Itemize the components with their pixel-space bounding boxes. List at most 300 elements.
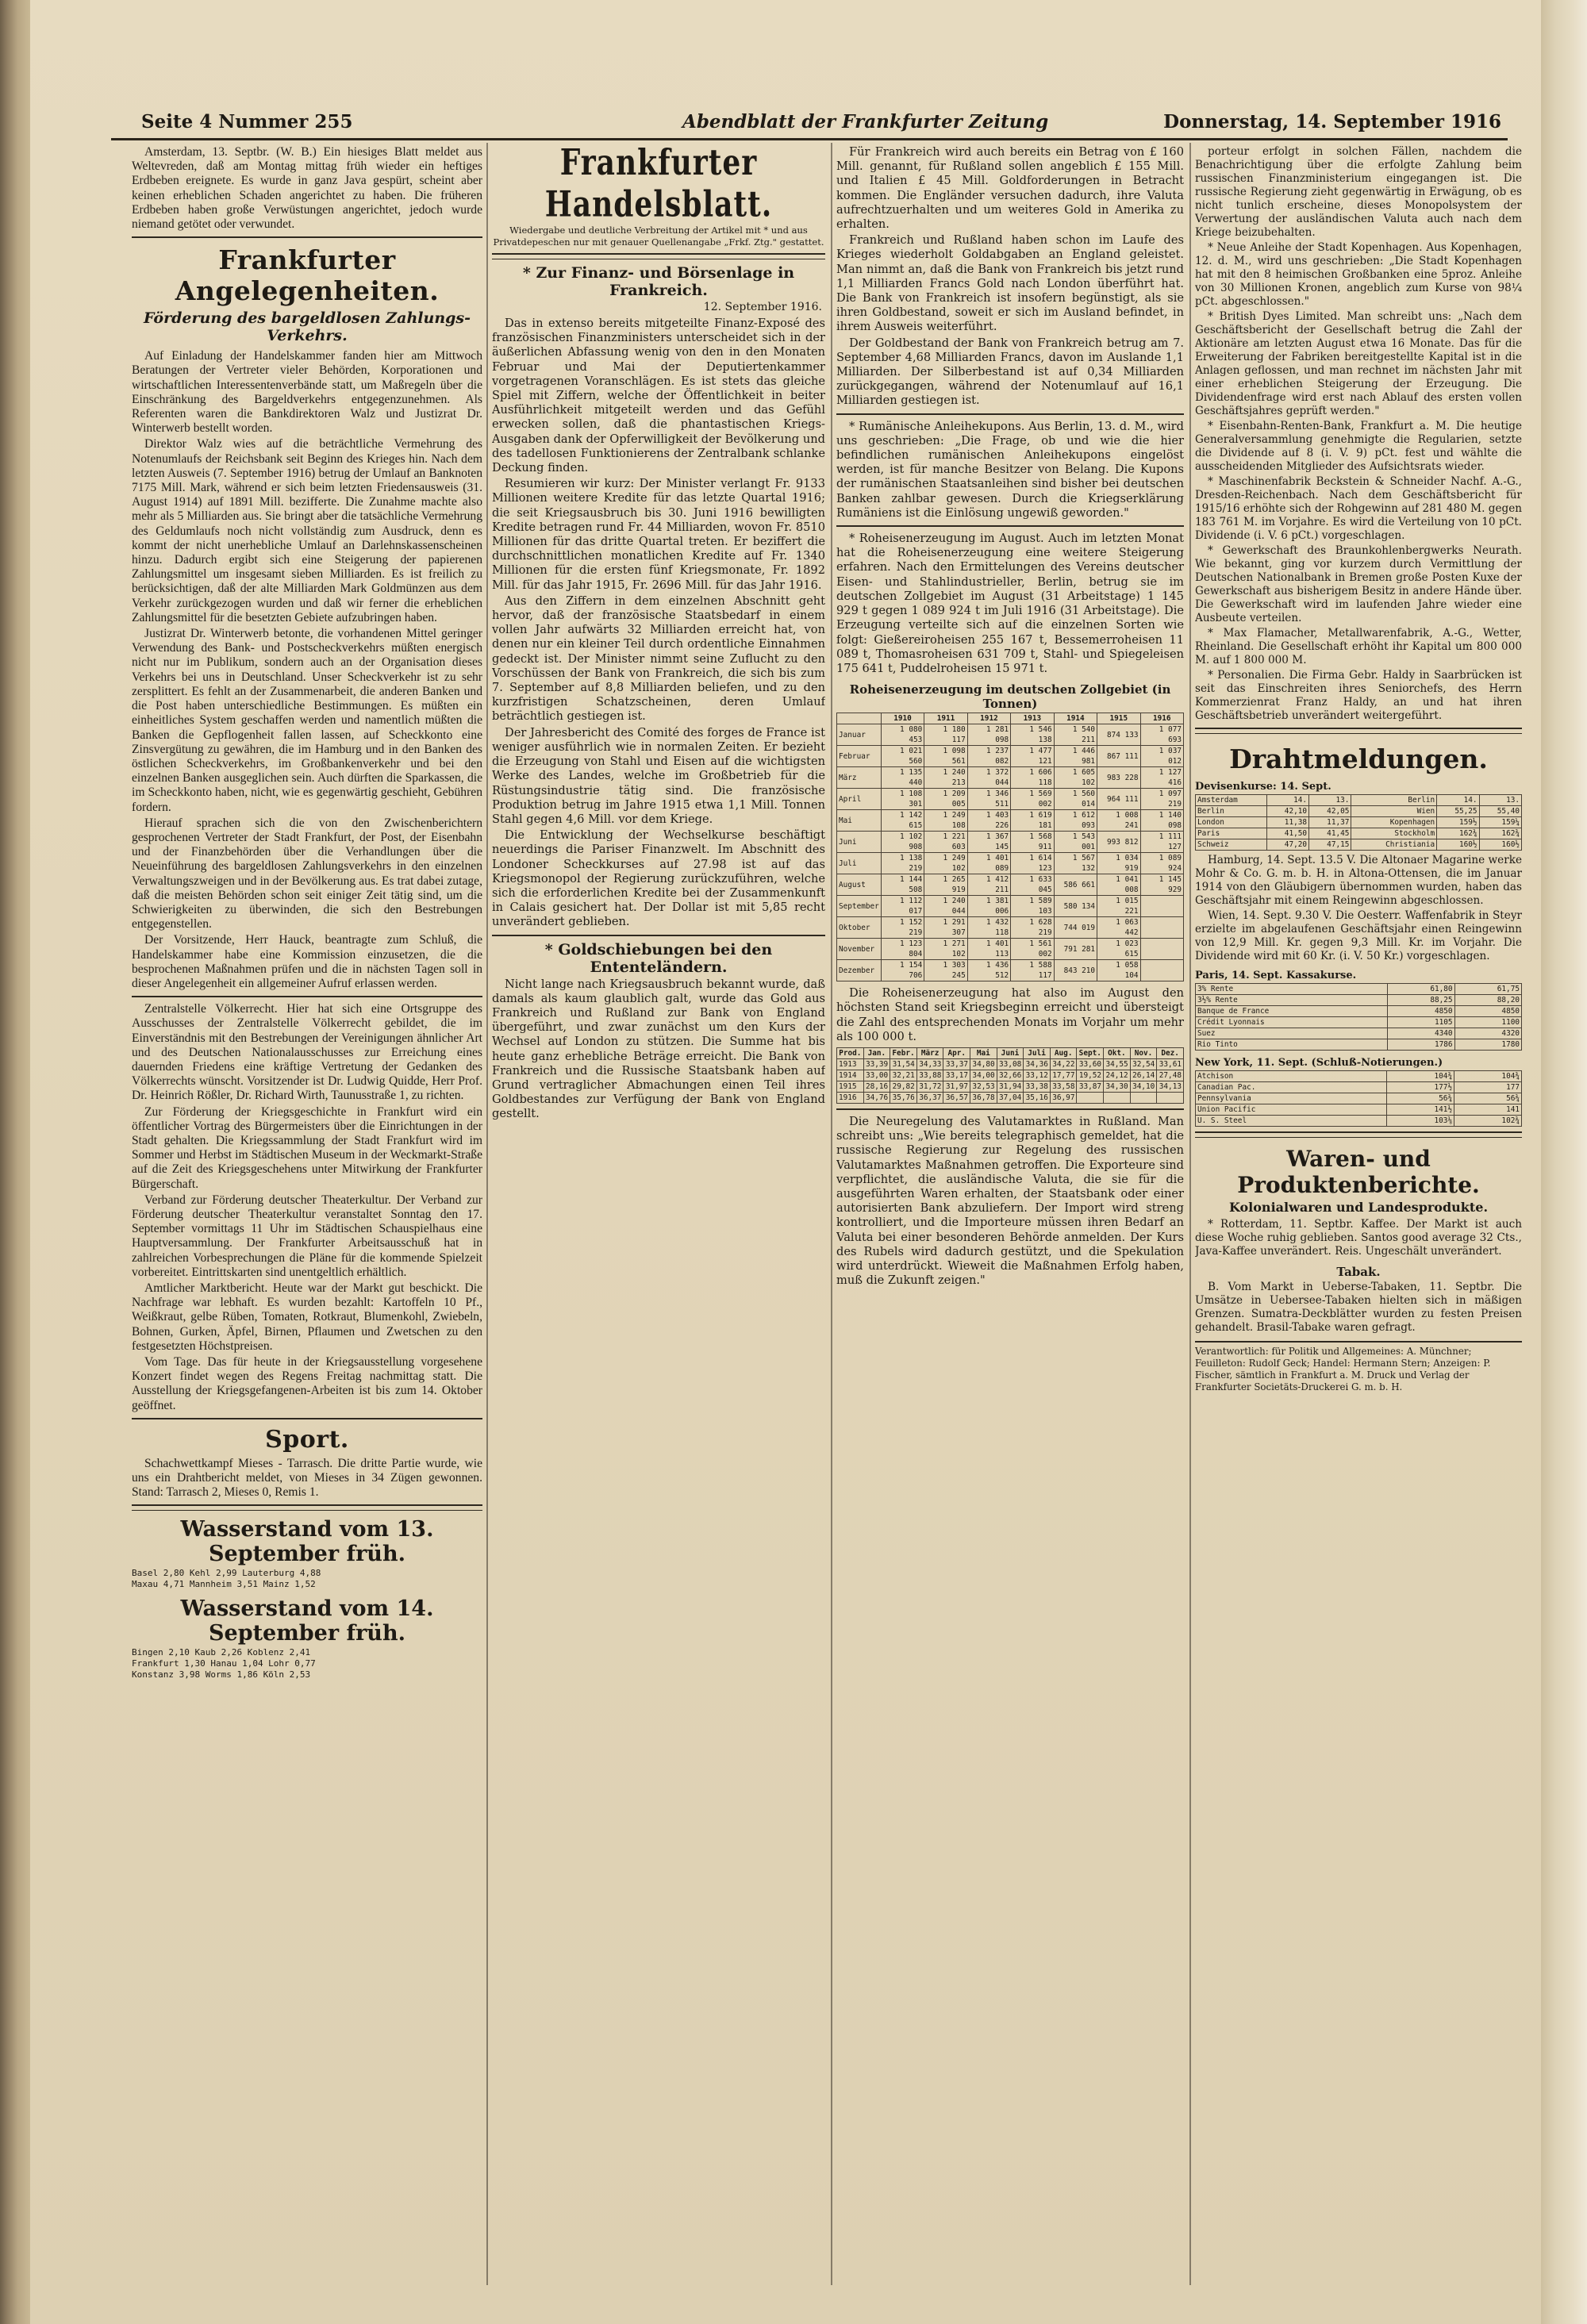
table-row <box>837 767 1184 789</box>
subsection-heading: Tabak. <box>1336 1265 1381 1279</box>
table-cell: 88,25 <box>1388 995 1454 1006</box>
table-cell: Crédit Lyonnais <box>1196 1017 1388 1028</box>
table-cell: 1100 <box>1454 1017 1521 1028</box>
table-cell: 1 281 098 <box>967 724 1010 746</box>
table-row <box>1196 995 1522 1006</box>
table-header-cell: Aug. <box>1050 1047 1077 1058</box>
table-header-cell: 1910 <box>881 713 924 724</box>
table-cell: 1 089 924 <box>1140 853 1183 874</box>
table-row <box>1196 1017 1522 1028</box>
table-cell: 34,33 <box>916 1058 943 1070</box>
table-cell: 1 237 082 <box>967 746 1010 767</box>
article-paragraph: Für Frankreich wird auch bereits ein Betrag von £ 160 Mill. genannt, für Rußland sollen angeblich £ 155 Mill. und Italien £ 45 Mill. Goldforderungen in Betracht kommen. Die Engländer versuchen dadurch, ihre Valuta aufrechtzuerhalten und um weiteres Gold in Amerika zu erhalten. <box>836 145 1184 232</box>
table-cell: 1 015 221 <box>1097 896 1140 917</box>
table-header-cell: Okt. <box>1104 1047 1131 1058</box>
table-row <box>837 724 1184 746</box>
table-cell: 1 568 911 <box>1011 832 1054 853</box>
table-cell: 34,13 <box>1157 1081 1184 1092</box>
table-cell: 61,75 <box>1454 984 1521 995</box>
exchange-rate-table <box>1195 794 1522 851</box>
table-cell: 1 560 014 <box>1054 789 1097 810</box>
table-header-cell: 1912 <box>967 713 1010 724</box>
table-header-cell: Sept. <box>1077 1047 1104 1058</box>
table-cell: 1 221 603 <box>924 832 967 853</box>
table-cell: 1 127 416 <box>1140 767 1183 789</box>
table-cell: 1 546 138 <box>1011 724 1054 746</box>
table-header-cell: Nov. <box>1130 1047 1157 1058</box>
table-cell: Stockholm <box>1351 828 1437 839</box>
table-cell: 33,58 <box>1050 1081 1077 1092</box>
news-item: * Maschinenfabrik Beckstein & Schneider Nachf. A.-G., Dresden-Reichenbach. Nach dem Geschäftsbericht für 1915/16 erhöhte sich der Rohgewinn auf 281 480 M. gegen 183 761 M. im Vorjahre. Es wird die Verteilung von 10 pCt. Dividende (i. V. 6 pCt.) vorgeschlagen. <box>1195 475 1522 542</box>
table-cell: Berlin <box>1351 795 1437 806</box>
table-row <box>1196 1006 1522 1017</box>
table-cell: 791 281 <box>1054 939 1097 960</box>
table-cell: 1 209 005 <box>924 789 967 810</box>
table-cell: Kopenhagen <box>1351 817 1437 828</box>
table-cell: U. S. Steel <box>1196 1116 1387 1127</box>
table-cell: 1 021 560 <box>881 746 924 767</box>
table-cell: 1 041 008 <box>1097 874 1140 896</box>
table-cell: 162¾ <box>1437 828 1479 839</box>
table-cell: 1 037 012 <box>1140 746 1183 767</box>
table-cell: 32,66 <box>997 1070 1024 1081</box>
table-cell: 88,20 <box>1454 995 1521 1006</box>
water-level-row: Maxau 4,71 Mannheim 3,51 Mainz 1,52 <box>132 1579 316 1590</box>
table-cell: 159¼ <box>1479 817 1521 828</box>
table-cell: 33,00 <box>863 1070 890 1081</box>
table-cell: 1 381 006 <box>967 896 1010 917</box>
divider <box>492 253 825 259</box>
water-level-table <box>132 1568 482 1590</box>
table-cell: 36,97 <box>1050 1092 1077 1103</box>
table-cell: 580 134 <box>1054 896 1097 917</box>
table-header-cell: 1914 <box>1054 713 1097 724</box>
newyork-quotes-table <box>1195 1070 1522 1127</box>
table-cell: 1 135 440 <box>881 767 924 789</box>
table-cell: 1 023 615 <box>1097 939 1140 960</box>
table-cell: Pennsylvania <box>1196 1093 1387 1104</box>
table-row <box>1196 1028 1522 1039</box>
table-cell: 586 661 <box>1054 874 1097 896</box>
table-cell: Christiania <box>1351 839 1437 851</box>
table-cell: 102¾ <box>1454 1116 1522 1127</box>
article-paragraph: Die Roheisenerzeugung hat also im August den höchsten Stand seit Kriegsbeginn erreicht und übersteigt die Zahl des entsprechenden Monats im Vorjahr um mehr als 100 000 t. <box>836 986 1184 1043</box>
table-row <box>1196 795 1522 806</box>
article-paragraph: Der Vorsitzende, Herr Hauck, beantragte zum Schluß, die Handelskammer habe eine Kommission einzusetzen, die die besprochenen Maßnahmen prüfen und die in nächsten Tagen soll in dieser Angelegenheit ein allgemeiner Aufruf erlassen werden. <box>132 933 482 990</box>
table-cell: 28,16 <box>863 1081 890 1092</box>
table-cell: Union Pacific <box>1196 1104 1387 1116</box>
table-cell: 1 144 508 <box>881 874 924 896</box>
table-cell: 1 401 113 <box>967 939 1010 960</box>
table-cell: Paris <box>1196 828 1267 839</box>
table-caption: Roheisenerzeugung im deutschen Zollgebiet (in Tonnen) <box>849 682 1171 712</box>
column-rule <box>831 143 832 2285</box>
table-cell: 1 569 002 <box>1011 789 1054 810</box>
table-cell: 141½ <box>1387 1104 1454 1116</box>
table-cell <box>1077 1092 1104 1103</box>
table-cell: London <box>1196 817 1267 828</box>
water-level-heading: Wasserstand vom 13. September früh. <box>180 1517 434 1567</box>
table-cell: 1 605 102 <box>1054 767 1097 789</box>
table-cell: 1 619 181 <box>1011 810 1054 832</box>
table-cell: 104¾ <box>1454 1071 1522 1082</box>
table-cell: 27,48 <box>1157 1070 1184 1081</box>
table-cell: 47,20 <box>1266 839 1308 851</box>
divider <box>836 1108 1184 1110</box>
water-level-row: Frankfurt 1,30 Hanau 1,04 Lohr 0,77 <box>132 1658 316 1669</box>
column-2 <box>492 145 825 2288</box>
table-caption: Paris, 14. Sept. Kassakurse. <box>1195 970 1357 981</box>
news-item: * Personalien. Die Firma Gebr. Haldy in Saarbrücken ist seit das Einschreiten ihres Seniorchefs, des Herrn Kommerzienrat Franz Haldy, an und hat ihren Geschäftsbetrieb unverändert weitergeführt. <box>1195 669 1522 722</box>
news-paragraph: Zentralstelle Völkerrecht. Hier hat sich eine Ortsgruppe des Ausschusses der Zentralstelle Völkerrecht gebildet, die im Einverständnis mit den Bestrebungen der Vereinigungen ähnlicher Art und des Deutschen Nationalausschusses zur Erreichung eines dauernden Friedens eine kräftige Vertretung der Gedanken des Völkerrechts wünscht. Vorsitzender ist Dr. Ludwig Quidde, Herr Prof. Dr. Heinrich Rößler, Dr. Richard Wirth, Taunusstraße 1, zu richten. <box>132 1002 482 1103</box>
table-cell: 35,16 <box>1024 1092 1051 1103</box>
table-cell: 1 240 044 <box>924 896 967 917</box>
table-cell: 3½% Rente <box>1196 995 1388 1006</box>
table-cell: 983 228 <box>1097 767 1140 789</box>
news-item: * Max Flamacher, Metallwarenfabrik, A.-G., Wetter, Rheinland. Die Gesellschaft erhöht ihr Kapital um 800 000 M. auf 1 800 000 M. <box>1195 627 1522 666</box>
table-cell: 55,40 <box>1479 806 1521 817</box>
table-header-cell: Juli <box>1024 1047 1051 1058</box>
table-cell: 36,78 <box>970 1092 997 1103</box>
table-cell <box>1140 917 1183 939</box>
page-binding <box>0 0 30 2324</box>
table-cell: 1 612 093 <box>1054 810 1097 832</box>
column-1 <box>132 145 482 2288</box>
divider <box>132 996 482 997</box>
water-level-row: Basel 2,80 Kehl 2,99 Lauterburg 4,88 <box>132 1568 321 1579</box>
table-cell: 1 589 103 <box>1011 896 1054 917</box>
divider <box>836 413 1184 415</box>
table-cell: 1 367 145 <box>967 832 1010 853</box>
table-row <box>837 939 1184 960</box>
article-heading: * Zur Finanz- und Börsenlage in Frankreich. <box>522 264 795 299</box>
table-cell: 42,05 <box>1309 806 1351 817</box>
table-cell: 1 034 919 <box>1097 853 1140 874</box>
table-cell: 1 098 561 <box>924 746 967 767</box>
article-paragraph: Der Goldbestand der Bank von Frankreich betrug am 7. September 4,68 Milliarden Francs, davon im Auslande 1,1 Milliarden. Der Silberbestand ist auf 0,34 Milliarden zurückgegangen, während der Notenumlauf auf 16,1 Milliarden gestiegen ist. <box>836 336 1184 408</box>
table-cell: 34,80 <box>970 1058 997 1070</box>
article-paragraph: porteur erfolgt in solchen Fällen, nachdem die Benachrichtigung über die erfolgte Zahlung beim russischen Finanzministerium eingegangen ist. Die russische Regierung zieht gegenwärtig in Erwägung, ob es nicht tunlich erscheine, dieses Monopolsystem der Verwertung der ausländischen Valuta auch nach dem Kriege beizubehalten. <box>1195 145 1522 239</box>
table-row <box>1196 1104 1522 1116</box>
article-paragraph: Direktor Walz wies auf die beträchtliche Vermehrung des Notenumlaufs der Reichsbank seit Beginn des Krieges hin. Nach dem letzten Ausweis (7. September 1916) betrug der Umlauf an Banknoten 7175 Mill. Mark, während er sich beim letzten Friedensausweis (31. August 1914) auf 1891 Mill. bezifferte. Die Zunahme machte also mehr als 5 Milliarden aus. Sie bringt aber die tatsächliche Vermehrung des Geldumlaufs noch nicht vollständig zum Ausdruck, denn es kommt der nicht unerhebliche Umlauf an Darlehnskassenscheinen hinzu. Dadurch ergibt sich eine Steigerung der papierenen Zahlungsmittel um insgesamt sieben Milliarden. Es ist freilich zu berücksichtigen, daß der alte Milliarden Mark Goldmünzen aus dem Verkehr zurückgezogen wurden und daß wir ferner die erheblichen Zahlungsmittel für die besetzten Gebiete aufzubringen haben. <box>132 437 482 624</box>
table-cell: 1 540 211 <box>1054 724 1097 746</box>
table-row <box>1196 984 1522 995</box>
news-paragraph: Vom Tage. Das für heute in der Kriegsausstellung vorgesehene Konzert findet wegen des Regens Freitag nachmittag statt. Die Ausstellung der Kriegsgefangenen-Arbeiten ist bis zum 14. Oktober geöffnet. <box>132 1355 482 1412</box>
news-item: * British Dyes Limited. Man schreibt uns: „Nach dem Geschäftsbericht der Gesellschaft betrug die Zahl der Aktionäre am letzten August etwa 16 Monate. Das für die Erweiterung der Fabriken bereitgestellte Kapital ist in die Anlagen geflossen, und man rechnet im nächsten Jahr mit einer erheblichen Steigerung der Erzeugung. Die Dividendenfrage wird erst nach Ablauf des ersten vollen Geschäftsjahres geprüft werden." <box>1195 310 1522 417</box>
table-cell: 1 401 089 <box>967 853 1010 874</box>
water-level-row: Bingen 2,10 Kaub 2,26 Koblenz 2,41 <box>132 1647 311 1658</box>
water-level-table <box>132 1647 482 1681</box>
article-heading: Förderung des bargeldlosen Zahlungs-Verkehrs. <box>143 309 471 345</box>
table-cell: 34,36 <box>1024 1058 1051 1070</box>
table-header-cell: Dez. <box>1157 1047 1184 1058</box>
table-cell: 1 446 981 <box>1054 746 1097 767</box>
table-cell <box>1104 1092 1131 1103</box>
table-cell: 41,50 <box>1266 828 1308 839</box>
table-header-cell: 1913 <box>1011 713 1054 724</box>
table-cell: 1 271 102 <box>924 939 967 960</box>
table-cell: 1 346 511 <box>967 789 1010 810</box>
table-cell: 11,37 <box>1309 817 1351 828</box>
table-cell: 867 111 <box>1097 746 1140 767</box>
table-cell: 1780 <box>1454 1039 1521 1051</box>
newspaper-title: Abendblatt der Frankfurter Zeitung <box>682 111 1049 133</box>
table-header-cell: März <box>916 1047 943 1058</box>
table-cell: November <box>837 939 882 960</box>
table-cell: 26,14 <box>1130 1070 1157 1081</box>
table-cell: Wien <box>1351 806 1437 817</box>
table-cell: 1 102 908 <box>881 832 924 853</box>
table-cell: 34,22 <box>1050 1058 1077 1070</box>
table-cell <box>1140 896 1183 917</box>
table-row <box>837 1070 1184 1081</box>
table-cell: 1 008 241 <box>1097 810 1140 832</box>
table-header-cell: Apr. <box>943 1047 970 1058</box>
table-cell: 1 543 001 <box>1054 832 1097 853</box>
table-cell: 4340 <box>1388 1028 1454 1039</box>
table-cell: 1914 <box>837 1070 864 1081</box>
table-cell: Schweiz <box>1196 839 1267 851</box>
table-cell: Amsterdam <box>1196 795 1267 806</box>
table-row <box>837 960 1184 981</box>
section-masthead: Frankfurter Handelsblatt. <box>544 145 773 225</box>
table-cell: 1 303 245 <box>924 960 967 981</box>
news-paragraph: Verband zur Förderung deutscher Theaterkultur. Der Verband zur Förderung deutscher Theaterkultur veranstaltet Sonntag den 17. September vormittags 11 Uhr im Städtischen Schauspielhaus eine Hauptversammlung. Der Frankfurter Arbeitsausschuß hat in zahlreichen Vorbesprechungen die Pläne für die kommende Spielzeit vorbereitet. Eintrittskarten sind unentgeltlich erhältlich. <box>132 1193 482 1279</box>
table-cell: 1 154 706 <box>881 960 924 981</box>
table-caption: Devisenkurse: 14. Sept. <box>1195 781 1331 793</box>
table-header-cell: Febr. <box>890 1047 917 1058</box>
table-cell: 33,38 <box>1024 1081 1051 1092</box>
table-cell: 1 097 219 <box>1140 789 1183 810</box>
divider <box>836 525 1184 527</box>
article-date: 12. September 1916. <box>703 301 822 313</box>
table-cell: 31,54 <box>890 1058 917 1070</box>
table-cell: 160½ <box>1479 839 1521 851</box>
column-3 <box>836 145 1184 2288</box>
table-cell: 1 140 098 <box>1140 810 1183 832</box>
table-header-cell: Juni <box>997 1047 1024 1058</box>
table-cell: 1786 <box>1388 1039 1454 1051</box>
news-item: * Gewerkschaft des Braunkohlenbergwerks Neurath. Wie bekannt, ging vor kurzem durch Vermittlung der Deutschen Nationalbank in Bremen große Posten Kuxe der Gewerkschaft aus bisherigem Besitz in andere Hände über. Die Gewerkschaft wird im laufenden Jahre wieder eine Ausbeute verteilen. <box>1195 544 1522 624</box>
section-title: Frankfurter Angelegenheiten. <box>175 244 440 307</box>
table-cell: 1 291 307 <box>924 917 967 939</box>
table-cell: 34,30 <box>1104 1081 1131 1092</box>
table-cell: 33,61 <box>1157 1058 1184 1070</box>
table-cell: 1 142 615 <box>881 810 924 832</box>
section-title-commodities: Waren- und Produktenberichte. <box>1237 1146 1480 1198</box>
masthead-notice: Wiedergabe und deutliche Verbreitung der Artikel mit * und aus Privatdepeschen nur mit genauer Quellenangabe „Frkf. Ztg." gestattet. <box>493 225 824 248</box>
issue-date: Donnerstag, 14. September 1916 <box>1163 111 1501 133</box>
table-cell: 103⅛ <box>1387 1116 1454 1127</box>
divider <box>1195 1131 1522 1138</box>
table-cell: 1 372 044 <box>967 767 1010 789</box>
news-paragraph: Schachwettkampf Mieses - Tarrasch. Die dritte Partie wurde, wie uns ein Drahtbericht meldet, von Mieses in 34 Zügen gewonnen. Stand: Tarrasch 2, Mieses 0, Remis 1. <box>132 1456 482 1500</box>
table-cell: 56¾ <box>1454 1093 1522 1104</box>
table-cell: 1916 <box>837 1092 864 1103</box>
table-cell: 1 412 211 <box>967 874 1010 896</box>
news-item: Wien, 14. Sept. 9.30 V. Die Oesterr. Waffenfabrik in Steyr erzielte im abgelaufenen Geschäftsjahr einen Reingewinn von 12,9 Mill. Kr. gegen 9,3 Mill. Kr. im Vorjahr. Die Dividende wird mit 60 Kr. (i. V. 50 Kr.) vorgeschlagen. <box>1195 909 1522 962</box>
table-cell: 104¾ <box>1387 1071 1454 1082</box>
article-paragraph: * Rumänische Anleihekupons. Aus Berlin, 13. d. M., wird uns geschrieben: „Die Frage, ob und wie die hier befindlichen rumänischen Anleihekupons eingelöst werden, ist für manche Besitzer von Belang. Die Kupons der rumänischen Staatsanleihen sind bisher bei deutschen Banken zahlbar gewesen. Durch die Kriegserklärung Rumäniens ist die Einlösung ungewiß geworden." <box>836 419 1184 520</box>
table-cell: 33,39 <box>863 1058 890 1070</box>
column-4 <box>1195 145 1522 2288</box>
table-header-cell: 1915 <box>1097 713 1140 724</box>
table-cell: 1 058 104 <box>1097 960 1140 981</box>
table-caption: New York, 11. Sept. (Schluß-Notierungen.) <box>1195 1057 1443 1069</box>
table-row <box>1196 828 1522 839</box>
table-cell: 1 123 804 <box>881 939 924 960</box>
table-cell: Februar <box>837 746 882 767</box>
article-paragraph: Resumieren wir kurz: Der Minister verlangt Fr. 9133 Millionen weitere Kredite für das letzte Quartal 1916; die seit Kriegsausbruch bis 30. Juni 1916 bewilligten Kredite betragen rund Fr. 44 Milliarden, wovon Fr. 8510 Millionen für das dritte Quartal treten. Er beziffert die durchschnittlichen monatlichen Kredite auf Fr. 1340 Millionen für die ersten fünf Kriegsmonate, Fr. 1892 Mill. für das Jahr 1915, Fr. 2696 Mill. für das Jahr 1916. <box>492 477 825 592</box>
table-cell: Januar <box>837 724 882 746</box>
table-cell: 1 633 045 <box>1011 874 1054 896</box>
table-cell: Suez <box>1196 1028 1388 1039</box>
article-paragraph: Hierauf sprachen sich die von den Zwischenberichtern gesprochenen Vertreter der Stadt Frankfurt, der Post, der Eisenbahn und der Finanzbehörden über die Verhandlungen über die Neueinführung des bargeldlosen Zahlungsverkehrs in den einzelnen Verwaltungszweigen und in der Bevölkerung aus. Es trat dabei zutage, daß die meisten Behörden schon seit einiger Zeit tätig sind, um die Schwierigkeiten zu überwinden, die sich den Bestrebungen entgegenstellen. <box>132 816 482 932</box>
table-row <box>837 1058 1184 1070</box>
table-header-cell: Mai <box>970 1047 997 1058</box>
table-cell: 32,54 <box>1130 1058 1157 1070</box>
article-paragraph: Der Jahresbericht des Comité des forges de France ist weniger ausführlich wie in normalen Zeiten. Er bezieht die Erzeugung von Stahl und Eisen auf die wichtigsten Werke des Landes, welche im Großbetrieb für die Rüstungsindustrie tätig sind. Die französische Produktion betrug im Jahre 1915 etwa 1,1 Mill. Tonnen Stahl gegen 4,6 Mill. vor dem Kriege. <box>492 725 825 826</box>
article-paragraph: Das in extenso bereits mitgeteilte Finanz-Exposé des französischen Finanzministers unterscheidet sich in der äußerlichen Abfassung wenig von den in den Monaten Februar und Mai der Deputiertenkammer vorgetragenen Voranschlägen. Es ist stets das gleiche Spiel mit Ziffern, welche der Öffentlichkeit in beiter Ausführlichkeit mitgeteilt werden und das Gefühl erwecken sollen, daß die phantastischen Kriegs-Ausgaben dank der Opferwilligkeit der Bevölkerung und des tadellosen Funktionierens der Zentralbank schlanke Deckung finden. <box>492 317 825 475</box>
table-cell: 1 145 929 <box>1140 874 1183 896</box>
news-item: * Neue Anleihe der Stadt Kopenhagen. Aus Kopenhagen, 12. d. M., wird uns geschrieben: „Die Stadt Kopenhagen hat mit den 8 heimischen Großbanken eine 5proz. Anleihe von 30 Millionen Kronen, angeblich zum Kurse von 98¼ pCt. abgeschlossen." <box>1195 241 1522 308</box>
table-cell: Rio Tinto <box>1196 1039 1388 1051</box>
table-cell: 33,88 <box>916 1070 943 1081</box>
table-cell: 34,76 <box>863 1092 890 1103</box>
table-cell: 61,80 <box>1388 984 1454 995</box>
table-row <box>1196 1116 1522 1127</box>
table-cell: 56¾ <box>1387 1093 1454 1104</box>
divider <box>132 236 482 238</box>
table-cell: 17,77 <box>1050 1070 1077 1081</box>
column-rule <box>486 143 488 2285</box>
table-row <box>1196 1082 1522 1093</box>
table-cell: 24,12 <box>1104 1070 1131 1081</box>
table-cell: 1 108 301 <box>881 789 924 810</box>
table-cell: 14. <box>1266 795 1308 806</box>
table-cell: 1 138 219 <box>881 853 924 874</box>
table-cell: 36,37 <box>916 1092 943 1103</box>
table-cell: 1 265 919 <box>924 874 967 896</box>
table-row <box>1196 839 1522 851</box>
table-cell: 1 561 002 <box>1011 939 1054 960</box>
table-cell: 55,25 <box>1437 806 1479 817</box>
news-item: * Rotterdam, 11. Septbr. Kaffee. Der Markt ist auch diese Woche ruhig geblieben. Santos good average 32 Cts., Java-Kaffee unverändert. Reis. Ungeschält unverändert. <box>1195 1218 1522 1258</box>
table-cell: 34,55 <box>1104 1058 1131 1070</box>
article-paragraph: Die Neuregelung des Valutamarktes in Rußland. Man schreibt uns: „Wie bereits telegraphisch gemeldet, hat die russische Regierung zur Regelung des russischen Valutamarktes Maßnahmen getroffen. Die Exporteure sind verpflichtet, die ausländische Valuta, die sie für die ausgeführten Waren erhalten, der Staatsbank oder einer autorisierten Bank abzuliefern. Der Import wird streng kontrolliert, und die Importeure müssen ihren Bedarf an Valuta bei einer besonderen Behörde anmelden. Der Kurs des Rubels wird dadurch gestützt, und die Spekulation wird unterdrückt. Wieweit die Maßnahmen Erfolg haben, muß die Zukunft zeigen." <box>836 1114 1184 1288</box>
table-cell: 36,57 <box>943 1092 970 1103</box>
table-cell: 13. <box>1479 795 1521 806</box>
table-cell <box>1130 1092 1157 1103</box>
table-cell: 35,76 <box>890 1092 917 1103</box>
table-cell: 47,15 <box>1309 839 1351 851</box>
table-row <box>837 810 1184 832</box>
table-cell: 1913 <box>837 1058 864 1070</box>
table-cell: 14. <box>1437 795 1479 806</box>
page-number: Seite 4 Nummer 255 <box>141 111 353 133</box>
page-edge <box>1541 0 1587 2324</box>
table-cell: 1 111 127 <box>1140 832 1183 853</box>
table-cell: 1 588 117 <box>1011 960 1054 981</box>
table-cell: 29,82 <box>890 1081 917 1092</box>
table-row <box>837 1081 1184 1092</box>
table-cell: 744 019 <box>1054 917 1097 939</box>
table-cell: 993 812 <box>1097 832 1140 853</box>
article-paragraph: Nicht lange nach Kriegsausbruch bekannt wurde, daß damals als kaum glaublich galt, wurde das Gold aus Frankreich und Rußland zur Bank von England übergeführt, und zwar zunächst um den Kurs der Wechsel auf London zu stützen. Die Summe hat bis heute ganz erhebliche Beträge erreicht. Die Bank von Frankreich und die Russische Staatsbank haben auf Grund vertraglicher Abmachungen einen Teil ihres Goldbestandes zur Verfügung der Bank von England gestellt. <box>492 977 825 1121</box>
table-cell: 874 133 <box>1097 724 1140 746</box>
table-cell: 1 112 017 <box>881 896 924 917</box>
table-cell: 1 249 108 <box>924 810 967 832</box>
divider <box>132 1504 482 1511</box>
water-level-heading: Wasserstand vom 14. September früh. <box>180 1596 434 1646</box>
table-header-cell: Jan. <box>863 1047 890 1058</box>
table-cell: August <box>837 874 882 896</box>
table-header-cell <box>837 713 882 724</box>
table-cell: 1 180 117 <box>924 724 967 746</box>
table-row <box>1196 1071 1522 1082</box>
table-cell: 32,53 <box>970 1081 997 1092</box>
table-row <box>837 746 1184 767</box>
table-cell: 34,00 <box>970 1070 997 1081</box>
table-cell: Oktober <box>837 917 882 939</box>
news-item: B. Vom Markt in Ueberse-Tabaken, 11. Septbr. Die Umsätze in Uebersee-Tabaken hielten sich in mäßigen Grenzen. Sumatra-Deckblätter wurden zu festen Preisen gehandelt. Brasil-Tabake waren gefragt. <box>1195 1281 1522 1334</box>
table-cell: 1 152 219 <box>881 917 924 939</box>
table-cell: 33,37 <box>943 1058 970 1070</box>
table-row <box>837 917 1184 939</box>
table-cell: 34,10 <box>1130 1081 1157 1092</box>
table-cell: 1105 <box>1388 1017 1454 1028</box>
table-cell: 31,72 <box>916 1081 943 1092</box>
table-header-cell: Prod. <box>837 1047 864 1058</box>
table-row <box>837 832 1184 853</box>
imprint: Verantwortlich: für Politik und Allgemeines: A. Münchner; Feuilleton: Rudolf Geck; Handel: Hermann Stern; Anzeigen: P. Fischer, sämtlich in Frankfurt a. M. Druck und Verlag der Frankfurter Societäts-Druckerei G. m. b. H. <box>1195 1341 1522 1393</box>
table-cell: 32,21 <box>890 1070 917 1081</box>
table-cell: 11,38 <box>1266 817 1308 828</box>
article-paragraph: Frankreich und Rußland haben schon im Laufe des Krieges wiederholt Goldabgaben an England geleistet. Man nimmt an, daß die Bank von Frankreich bis jetzt rund 1,1 Milliarden Francs Gold nach London überführt hat. Die Bank von Frankreich ist insofern begünstigt, als sie ihren Goldbestand, soweit er sich im Ausland befindet, in ihrem Ausweis weiterführt. <box>836 233 1184 334</box>
table-cell: 1 077 693 <box>1140 724 1183 746</box>
table-cell: 1 249 102 <box>924 853 967 874</box>
section-title-sport: Sport. <box>265 1425 349 1454</box>
news-paragraph: Amtlicher Marktbericht. Heute war der Markt gut beschickt. Die Nachfrage war lebhaft. Es wurden bezahlt: Kartoffeln 10 Pf., Weißkraut, gelbe Rüben, Tomaten, Rotkraut, Blumenkohl, Zwiebeln, Bohnen, Gurken, Äpfel, Birnen, Pflaumen und Zwetschen zu den festgesetzten Höchstpreisen. <box>132 1281 482 1353</box>
table-cell: 1 606 118 <box>1011 767 1054 789</box>
section-subtitle: Kolonialwaren und Landesprodukte. <box>1228 1200 1489 1215</box>
table-cell: März <box>837 767 882 789</box>
table-cell: April <box>837 789 882 810</box>
daily-production-table <box>836 1047 1184 1104</box>
table-cell: 1 432 118 <box>967 917 1010 939</box>
table-row <box>837 789 1184 810</box>
table-cell: 160½ <box>1437 839 1479 851</box>
table-cell: 33,12 <box>1024 1070 1051 1081</box>
table-cell: Berlin <box>1196 806 1267 817</box>
table-cell: 31,97 <box>943 1081 970 1092</box>
table-cell: 1 063 442 <box>1097 917 1140 939</box>
table-cell: 159½ <box>1437 817 1479 828</box>
table-cell: Atchison <box>1196 1071 1387 1082</box>
water-level-row: Konstanz 3,98 Worms 1,86 Köln 2,53 <box>132 1669 311 1681</box>
table-cell: 141 <box>1454 1104 1522 1116</box>
table-row <box>837 1092 1184 1103</box>
table-cell: 1 614 123 <box>1011 853 1054 874</box>
table-cell: 1 628 219 <box>1011 917 1054 939</box>
production-table <box>836 713 1184 981</box>
divider <box>492 935 825 936</box>
table-cell: Banque de France <box>1196 1006 1388 1017</box>
table-cell: 1915 <box>837 1081 864 1092</box>
table-cell <box>1140 939 1183 960</box>
table-cell: 37,04 <box>997 1092 1024 1103</box>
table-header-cell: 1911 <box>924 713 967 724</box>
